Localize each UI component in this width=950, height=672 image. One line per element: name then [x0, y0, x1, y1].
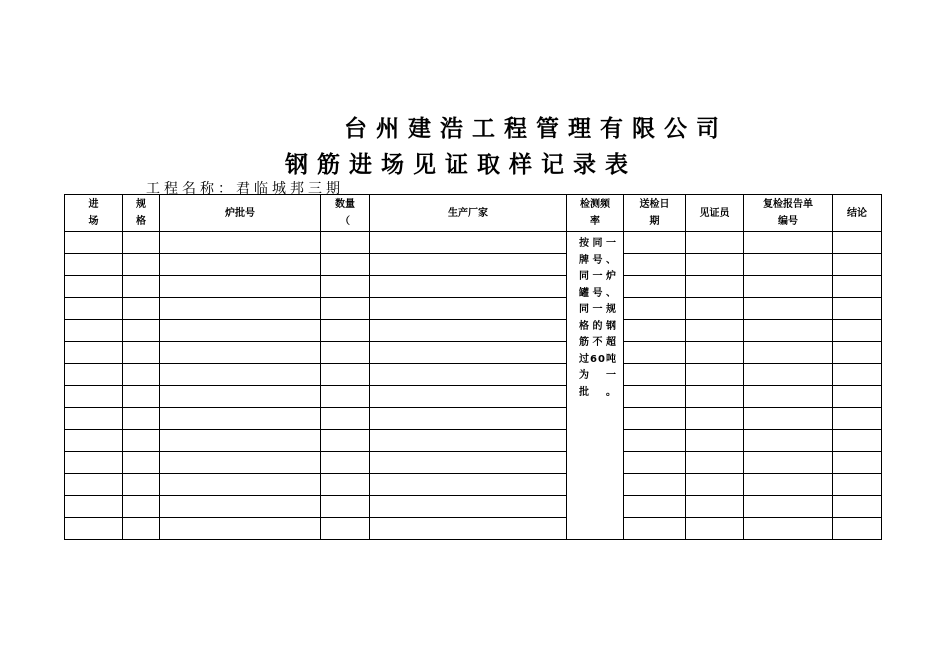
table-cell[interactable]	[160, 364, 321, 386]
table-cell[interactable]	[160, 254, 321, 276]
table-cell[interactable]	[370, 232, 567, 254]
table-cell[interactable]	[686, 298, 744, 320]
table-cell[interactable]	[744, 364, 833, 386]
table-cell[interactable]	[370, 298, 567, 320]
header-spec: 规 格	[123, 195, 160, 232]
table-row	[65, 474, 882, 496]
table-cell[interactable]	[744, 452, 833, 474]
header-conclusion: 结论	[833, 195, 882, 232]
table-cell[interactable]	[686, 320, 744, 342]
table-cell[interactable]	[123, 474, 160, 496]
table-cell[interactable]	[744, 254, 833, 276]
table-row	[65, 320, 882, 342]
table-cell[interactable]	[686, 518, 744, 540]
table-row	[65, 276, 882, 298]
form-title: 钢筋进场见证取样记录表	[285, 152, 637, 178]
table-cell[interactable]	[123, 430, 160, 452]
table-row	[65, 408, 882, 430]
test-frequency-note: 按同一牌号、同一炉罐号、同一规格的钢筋不超过60吨为一批。	[567, 232, 624, 540]
table-cell[interactable]	[370, 254, 567, 276]
table-cell[interactable]	[744, 232, 833, 254]
table-cell[interactable]	[624, 408, 686, 430]
table-cell[interactable]	[321, 430, 370, 452]
project-name: 工程名称：君临城邦三期	[146, 181, 344, 197]
table-cell[interactable]	[744, 386, 833, 408]
table-cell[interactable]	[160, 342, 321, 364]
table-cell[interactable]	[370, 342, 567, 364]
table-cell[interactable]	[160, 320, 321, 342]
table-cell[interactable]	[321, 276, 370, 298]
table-cell[interactable]	[686, 276, 744, 298]
table-cell[interactable]	[833, 276, 882, 298]
table-cell[interactable]	[160, 452, 321, 474]
table-cell[interactable]	[65, 364, 123, 386]
table-cell[interactable]	[65, 298, 123, 320]
header-entry: 进 场	[65, 195, 123, 232]
table-cell[interactable]	[370, 320, 567, 342]
table-cell[interactable]	[321, 386, 370, 408]
table-cell[interactable]	[160, 408, 321, 430]
table-cell[interactable]	[65, 386, 123, 408]
header-manufacturer: 生产厂家	[370, 195, 567, 232]
table-cell[interactable]	[321, 342, 370, 364]
table-cell[interactable]	[686, 408, 744, 430]
table-cell[interactable]	[686, 232, 744, 254]
table-cell[interactable]	[370, 452, 567, 474]
table-cell[interactable]	[370, 474, 567, 496]
table-cell[interactable]	[321, 496, 370, 518]
table-cell[interactable]	[123, 232, 160, 254]
table-cell[interactable]	[744, 276, 833, 298]
header-submit-date: 送检日 期	[624, 195, 686, 232]
table-cell[interactable]	[123, 386, 160, 408]
header-heat-number: 炉批号	[160, 195, 321, 232]
table-row	[65, 342, 882, 364]
table-cell[interactable]	[65, 276, 123, 298]
table-row	[65, 430, 882, 452]
table-cell[interactable]	[370, 496, 567, 518]
table-cell[interactable]	[321, 518, 370, 540]
table-cell[interactable]	[624, 254, 686, 276]
table-cell[interactable]	[833, 342, 882, 364]
header-test-frequency: 检测频 率	[567, 195, 624, 232]
table-cell[interactable]	[833, 474, 882, 496]
table-cell[interactable]	[65, 518, 123, 540]
table-cell[interactable]	[321, 254, 370, 276]
table-cell[interactable]	[65, 474, 123, 496]
header-retest-report-no: 复检报告单 编号	[744, 195, 833, 232]
table-row	[65, 254, 882, 276]
table-cell[interactable]	[321, 408, 370, 430]
table-cell[interactable]	[370, 518, 567, 540]
table-row	[65, 518, 882, 540]
table-cell[interactable]	[65, 320, 123, 342]
table-cell[interactable]	[833, 430, 882, 452]
table-cell[interactable]	[370, 276, 567, 298]
header-quantity: 数量 （	[321, 195, 370, 232]
table-cell[interactable]	[160, 386, 321, 408]
table-cell[interactable]	[686, 430, 744, 452]
table-cell[interactable]	[744, 408, 833, 430]
table-cell[interactable]	[833, 364, 882, 386]
table-cell[interactable]	[160, 474, 321, 496]
table-cell[interactable]	[65, 452, 123, 474]
table-cell[interactable]	[744, 496, 833, 518]
table-cell[interactable]	[744, 320, 833, 342]
table-cell[interactable]	[160, 276, 321, 298]
table-cell[interactable]	[744, 342, 833, 364]
table-cell[interactable]	[321, 474, 370, 496]
table-cell[interactable]	[160, 232, 321, 254]
table-cell[interactable]	[624, 276, 686, 298]
table-cell[interactable]	[624, 496, 686, 518]
table-cell[interactable]	[65, 430, 123, 452]
table-header-row	[65, 195, 882, 232]
table-cell[interactable]	[833, 386, 882, 408]
table-cell[interactable]	[160, 518, 321, 540]
table-cell[interactable]	[744, 474, 833, 496]
table-cell[interactable]	[833, 518, 882, 540]
table-cell[interactable]	[123, 298, 160, 320]
table-cell[interactable]	[123, 408, 160, 430]
table-cell[interactable]	[624, 342, 686, 364]
company-name: 台州建浩工程管理有限公司	[344, 116, 728, 142]
table-cell[interactable]	[624, 298, 686, 320]
table-cell[interactable]	[321, 452, 370, 474]
table-cell[interactable]	[624, 474, 686, 496]
table-cell[interactable]	[833, 232, 882, 254]
table-cell[interactable]	[65, 496, 123, 518]
table-cell[interactable]	[123, 364, 160, 386]
table-row	[65, 364, 882, 386]
table-cell[interactable]	[744, 518, 833, 540]
table-cell[interactable]	[624, 430, 686, 452]
table-cell[interactable]	[370, 430, 567, 452]
table-cell[interactable]	[321, 320, 370, 342]
table-cell[interactable]	[686, 496, 744, 518]
table-cell[interactable]	[123, 254, 160, 276]
table-cell[interactable]	[686, 474, 744, 496]
table-cell[interactable]	[833, 254, 882, 276]
table-cell[interactable]	[370, 364, 567, 386]
table-row	[65, 452, 882, 474]
table-cell[interactable]	[833, 496, 882, 518]
table-cell[interactable]	[321, 364, 370, 386]
table-cell[interactable]	[123, 518, 160, 540]
table-cell[interactable]	[123, 276, 160, 298]
table-cell[interactable]	[624, 452, 686, 474]
table-cell[interactable]	[123, 452, 160, 474]
table-cell[interactable]	[65, 408, 123, 430]
table-cell[interactable]	[321, 232, 370, 254]
table-cell[interactable]	[833, 452, 882, 474]
table-cell[interactable]	[624, 320, 686, 342]
record-table	[64, 194, 882, 540]
table-cell[interactable]	[833, 408, 882, 430]
table-row	[65, 386, 882, 408]
table-cell[interactable]	[686, 386, 744, 408]
table-cell[interactable]	[321, 298, 370, 320]
table-row	[65, 496, 882, 518]
table-cell[interactable]	[123, 496, 160, 518]
table-cell[interactable]	[160, 430, 321, 452]
table-cell[interactable]	[370, 386, 567, 408]
table-cell[interactable]	[370, 408, 567, 430]
table-cell[interactable]	[123, 342, 160, 364]
table-cell[interactable]	[65, 342, 123, 364]
table-cell[interactable]	[686, 342, 744, 364]
table-cell[interactable]	[65, 254, 123, 276]
table-cell[interactable]	[833, 298, 882, 320]
table-row	[65, 298, 882, 320]
table-cell[interactable]	[686, 364, 744, 386]
table-row	[65, 232, 882, 254]
table-cell[interactable]	[624, 518, 686, 540]
table-cell[interactable]	[686, 254, 744, 276]
table-cell[interactable]	[160, 298, 321, 320]
table-cell[interactable]	[744, 298, 833, 320]
table-cell[interactable]	[624, 364, 686, 386]
table-cell[interactable]	[833, 320, 882, 342]
table-cell[interactable]	[123, 320, 160, 342]
table-cell[interactable]	[686, 452, 744, 474]
table-cell[interactable]	[624, 232, 686, 254]
table-cell[interactable]	[624, 386, 686, 408]
table-cell[interactable]	[160, 496, 321, 518]
table-cell[interactable]	[744, 430, 833, 452]
table-cell[interactable]	[65, 232, 123, 254]
header-witness: 见证员	[686, 195, 744, 232]
